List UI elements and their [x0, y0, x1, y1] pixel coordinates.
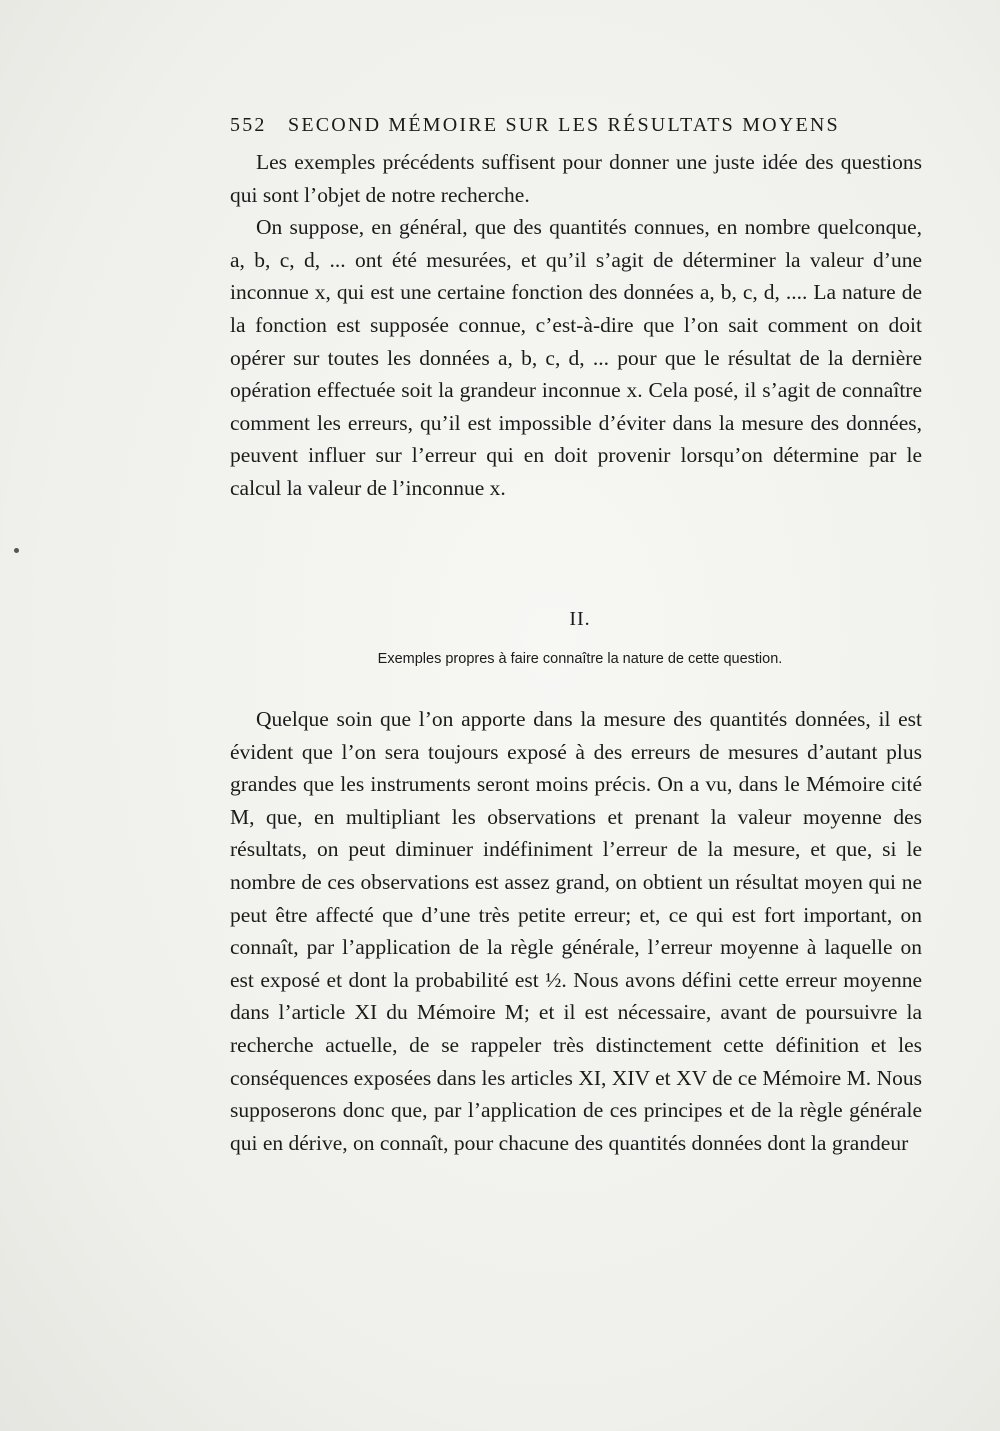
section-number: II.: [569, 608, 591, 630]
page-number: 552: [230, 114, 267, 136]
paragraph: Quelque soin que l’on apporte dans la mesure des quantités données, il est évident que l’on sera toujours exposé à des erreurs de mesures d’autant plus grandes que les instruments seront moins précis. On a vu, dans le Mémoire cité M, que, en multipliant les observations et prenant la valeur moyenne des résultats, on peut diminuer indéfiniment l’erreur de la mesure, et que, si le nombre de ces observations est assez grand, on obtient un résultat moyen qui ne peut être affecté que d’une très petite erreur; et, ce qui est fort important, on connaît, par l’application de la règle générale, l’erreur moyenne à laquelle on est exposé et dont la probabilité est ½. Nous avons défini cette erreur moyenne dans l’article XI du Mémoire M; et il est nécessaire, avant de poursuivre la recherche actuelle, de se rappeler très distinctement cette définition et les conséquences exposées dans les articles XI, XIV et XV de ce Mémoire M. Nous supposerons donc que, par l’application de ces principes et de la règle générale qui en dérive, on connaît, pour chacune des quantités données dont la grandeur: [230, 707, 922, 1155]
paragraph: Les exemples précédents suffisent pour donner une juste idée des questions qui sont l’objet de notre recherche.: [230, 150, 922, 207]
running-title: SECOND MÉMOIRE SUR LES RÉSULTATS MOYENS: [288, 114, 840, 136]
paragraph: On suppose, en général, que des quantités connues, en nombre quelconque, a, b, c, d, ... ont été mesurées, et qu’il s’agit de déterminer la valeur d’une inconnue x, qui est une certaine fonction des données a, b, c, d, .... La nature de la fonction est supposée connue, c’est-à-dire que l’on sait comment on doit opérer sur toutes les données a, b, c, d, ... pour que le résultat de la dernière opération effectuée soit la grandeur inconnue x. Cela posé, il s’agit de connaître comment les erreurs, qu’il est impossible d’éviter dans la mesure des données, peuvent influer sur l’erreur qui en doit provenir lorsqu’on détermine par le calcul la valeur de l’inconnue x.: [230, 215, 922, 500]
text-block-top: [230, 146, 922, 505]
section-title: Exemples propres à faire connaître la nature de cette question.: [377, 651, 783, 667]
margin-speck: [14, 548, 19, 553]
page-header: [230, 108, 930, 144]
text-block-bottom: [230, 703, 922, 1159]
